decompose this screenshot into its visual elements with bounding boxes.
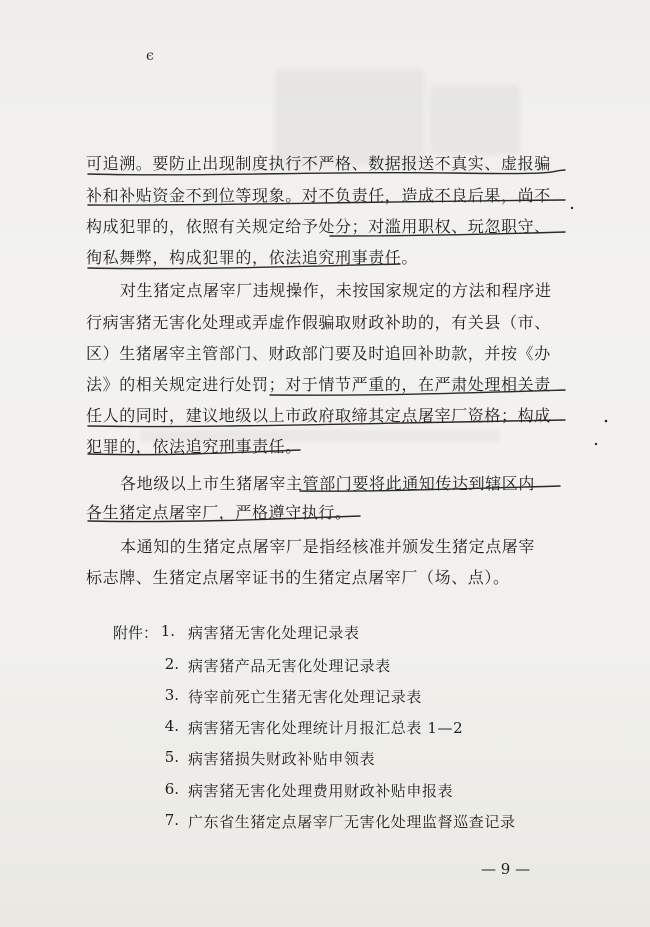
attachment-number: 7. (164, 811, 179, 829)
ink-dot (595, 443, 597, 445)
attachment-item: 病害猪无害化处理记录表 (188, 624, 360, 642)
ink-dot (605, 420, 608, 423)
attachment-item: 病害猪无害化处理统计月报汇总表 1—2 (188, 719, 464, 737)
ink-dot (571, 207, 573, 209)
attachment-item: 广东省生猪定点屠宰厂无害化处理监督巡查记录 (188, 813, 516, 831)
paragraph-line: 各地级以上市生猪屠宰主管部门要将此通知传达到辖区内 (120, 474, 536, 493)
show-through-artifact (430, 85, 520, 155)
paragraph-line: 本通知的生猪定点屠宰厂是指经核准并颁发生猪定点屠宰 (120, 537, 536, 556)
attachment-item: 待宰前死亡生猪无害化处理记录表 (188, 688, 423, 706)
paragraph-line: 各生猪定点屠宰厂，严格遵守执行。 (86, 503, 352, 522)
page-number: — 9 — (481, 860, 531, 878)
paragraph-line: 构成犯罪的，依照有关规定给予处分；对滥用职权、玩忽职守、 (86, 217, 551, 236)
attachment-number: 1. (160, 622, 175, 640)
pen-stroke-mark: ϵ (146, 48, 154, 64)
paragraph-line: 任人的同时，建议地级以上市政府取缔其定点屠宰厂资格；构成 (86, 406, 551, 425)
attachment-number: 5. (164, 748, 179, 766)
paragraph-line: 补和补贴资金不到位等现象。对不负责任，造成不良后果，尚不 (86, 186, 551, 205)
attachment-number: 2. (164, 655, 179, 673)
attachment-number: 3. (164, 686, 179, 704)
paragraph-line: 徇私舞弊，构成犯罪的，依法追究刑事责任。 (86, 248, 419, 267)
attachment-item: 病害猪无害化处理费用财政补贴申报表 (188, 782, 454, 800)
paragraph-line: 标志牌、生猪定点屠宰证书的生猪定点屠宰厂（场、点）。 (86, 568, 510, 587)
paragraph-line: 区）生猪屠宰主管部门、财政部门要及时追回补助款，并按《办 (86, 344, 551, 363)
paragraph-line: 法》的相关规定进行处罚；对于情节严重的，在严肃处理相关责 (86, 375, 551, 394)
paragraph-line: 可追溯。要防止出现制度执行不严格、数据报送不真实、虚报骗 (86, 154, 551, 173)
attachment-item: 病害猪产品无害化处理记录表 (188, 657, 391, 675)
attachment-label: 附件： (113, 624, 159, 642)
paragraph-line: 行病害猪无害化处理或弄虚作假骗取财政补助的，有关县（市、 (86, 313, 551, 332)
paragraph-line: 犯罪的，依法追究刑事责任。 (86, 437, 302, 456)
attachment-item: 病害猪损失财政补贴申领表 (188, 750, 376, 768)
attachment-number: 4. (164, 717, 179, 735)
attachment-number: 6. (164, 780, 179, 798)
paragraph-line: 对生猪定点屠宰厂违规操作，未按国家规定的方法和程序进 (120, 281, 552, 300)
